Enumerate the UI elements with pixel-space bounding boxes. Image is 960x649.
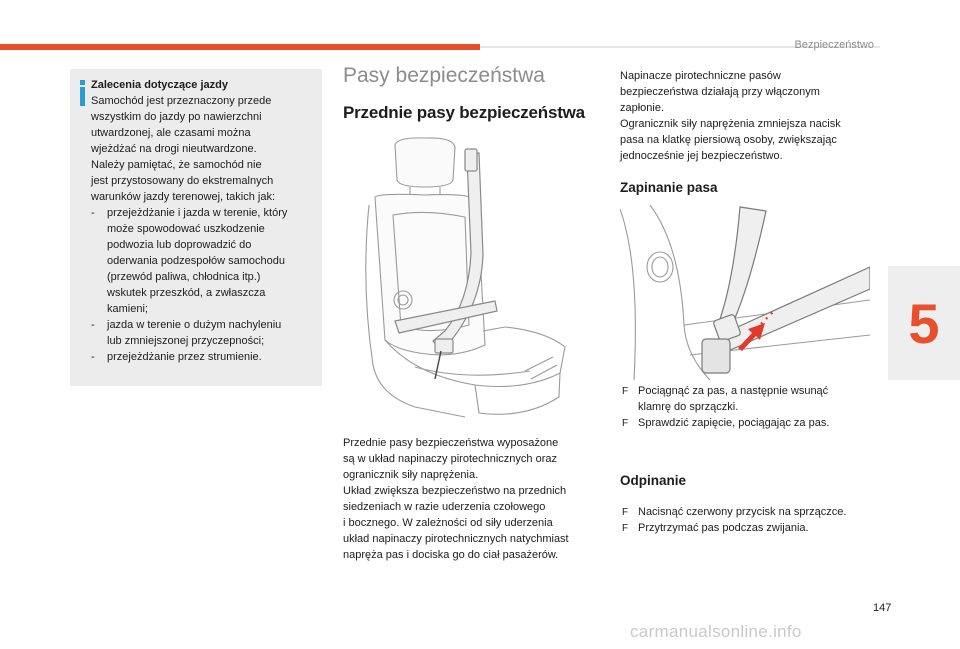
- intro-line: Napinacze pirotechniczne pasów: [620, 70, 781, 82]
- description-line: Układ zwiększa bezpieczeństwo na przednich: [343, 485, 567, 497]
- info-line: wszystkim do jazdy po nawierzchni: [91, 111, 262, 123]
- description-line: ogranicznik siły naprężenia.: [343, 469, 479, 481]
- step-marker: F: [622, 386, 629, 397]
- bullet-dash: -: [91, 319, 95, 331]
- step-line: Przytrzymać pas podczas zwijania.: [638, 522, 809, 534]
- info-line: warunków jazdy terenowej, takich jak:: [91, 191, 276, 203]
- info-icon: [79, 80, 86, 106]
- info-bullet: [91, 317, 317, 349]
- unfastening-step: [620, 520, 880, 536]
- info-line: wjeżdżać na drogi nieutwardzone.: [91, 143, 257, 155]
- description-line: układ napinaczy pirotechnicznych natychmiast: [343, 533, 569, 545]
- info-bullet: [91, 349, 317, 365]
- bullet-dash: -: [91, 207, 95, 219]
- info-line: utwardzonej, ale czasami można: [91, 127, 251, 139]
- bullet-line: oderwania podzespołów samochodu: [107, 255, 285, 267]
- bullet-line: przejeżdżanie przez strumienie.: [107, 351, 262, 363]
- intro-line: bezpieczeństwa działają przy włączonym: [620, 86, 820, 98]
- section-label: Bezpieczeństwo: [794, 39, 874, 51]
- description-line: Przednie pasy bezpieczeństwa wyposażone: [343, 437, 559, 449]
- intro-line: jednocześnie jej bezpieczeństwo.: [620, 150, 783, 162]
- unfastening-step: [620, 504, 880, 520]
- description-line: napręża pas i dociska go do ciał pasażerów.: [343, 549, 559, 561]
- bullet-line: lub zmniejszonej przyczepności;: [107, 335, 265, 347]
- description-line: i bocznego. W zależności od siły uderzenia: [343, 517, 553, 529]
- bullet-line: (przewód paliwa, chłodnica itp.): [107, 271, 261, 283]
- watermark: carmanualsonline.info: [630, 622, 802, 641]
- bullet-line: może spowodować uszkodzenie: [107, 223, 265, 235]
- fastening-steps: [620, 383, 870, 431]
- intro-line: zapłonie.: [620, 102, 665, 114]
- bullet-line: jazda w terenie o dużym nachyleniu: [107, 319, 282, 331]
- description-line: są w układ napinaczy pirotechnicznych oraz: [343, 453, 558, 465]
- bullet-line: podwozia lub doprowadzić do: [107, 239, 252, 251]
- chapter-tab: 5: [888, 266, 960, 380]
- info-icon-dot: [80, 80, 85, 85]
- page-number: 147: [873, 602, 892, 614]
- info-bullets: [91, 205, 317, 365]
- fastening-heading: Zapinanie pasa: [620, 180, 718, 195]
- info-text: [91, 77, 317, 365]
- fastening-step: [620, 383, 870, 415]
- step-line: klamrę do sprzączki.: [638, 401, 739, 413]
- bullet-dash: -: [91, 351, 95, 363]
- seat-belt-illustration: [355, 135, 585, 425]
- info-bullet: [91, 205, 317, 317]
- bullet-line: przejeżdżanie i jazda w terenie, który: [107, 207, 288, 219]
- page-title: Pasy bezpieczeństwa: [343, 64, 545, 87]
- bullet-line: kamieni;: [107, 303, 148, 315]
- info-line: Należy pamiętać, że samochód nie: [91, 159, 262, 171]
- info-icon-bar: [80, 87, 85, 106]
- info-line: jest przystosowany do ekstremalnych: [91, 175, 274, 187]
- description-line: siedzeniach w razie uderzenia czołowego: [343, 501, 546, 513]
- section-subtitle: Przednie pasy bezpieczeństwa: [343, 103, 585, 122]
- info-line: Samochód jest przeznaczony przede: [91, 95, 272, 107]
- step-marker: F: [622, 418, 629, 429]
- info-title: Zalecenia dotyczące jazdy: [91, 79, 228, 91]
- step-marker: F: [622, 507, 629, 518]
- info-box: [70, 69, 322, 386]
- step-line: Sprawdzić zapięcie, pociągając za pas.: [638, 417, 830, 429]
- header-accent-bar: [0, 44, 480, 50]
- step-line: Nacisnąć czerwony przycisk na sprzączce.: [638, 506, 847, 518]
- bullet-line: wskutek przeszkód, a zwłaszcza: [107, 287, 266, 299]
- description: [343, 435, 593, 563]
- unfastening-steps: [620, 504, 880, 536]
- unfastening-heading: Odpinanie: [620, 473, 687, 488]
- step-marker: F: [622, 523, 629, 534]
- intro-line: Ogranicznik siły naprężenia zmniejsza nacisk: [620, 118, 841, 130]
- intro-line: pasa na klatkę piersiową osoby, zwiększając: [620, 134, 837, 146]
- step-line: Pociągnąć za pas, a następnie wsunąć: [638, 385, 829, 397]
- buckle-illustration: [620, 205, 870, 380]
- intro-text: [620, 68, 870, 164]
- fastening-step: [620, 415, 870, 431]
